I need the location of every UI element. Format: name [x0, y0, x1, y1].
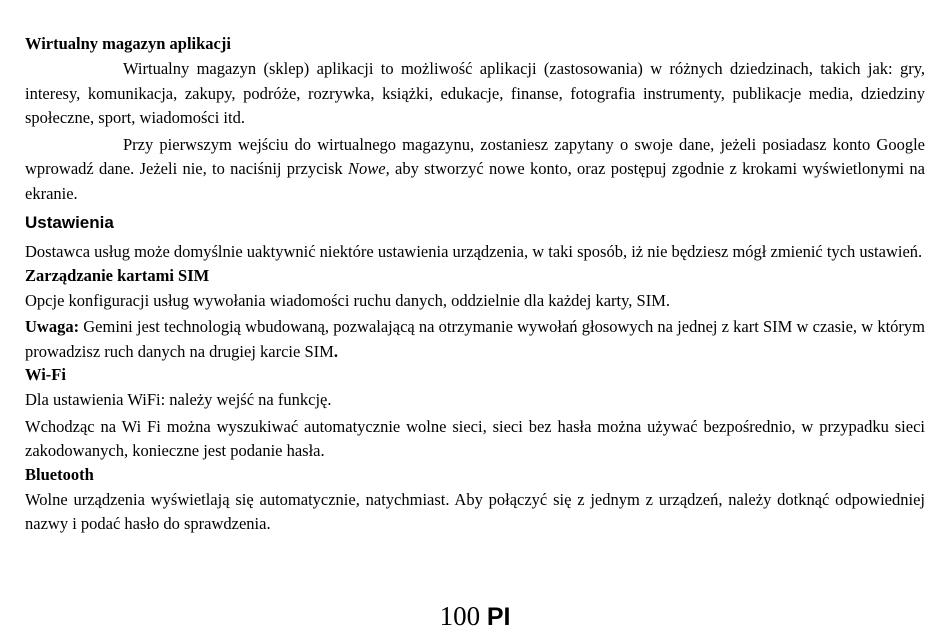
section-title-app-store: Wirtualny magazyn aplikacji	[25, 34, 231, 53]
app-store-p2-after: aby stworzyć nowe konto, oraz postępuj zgodnie z krokami wyświetlonymi na ekranie.	[25, 159, 925, 203]
page-footer	[0, 600, 950, 633]
page-content	[25, 33, 925, 537]
sim-note	[25, 315, 925, 364]
wifi-paragraph-2: Wchodząc na Wi Fi można wyszukiwać automatycznie wolne sieci, sieci bez hasła można używać bezpośrednio, w przypadku sieci zakodowanych, konieczne jest podanie hasła.	[25, 416, 925, 460]
note-label: Uwaga:	[25, 317, 80, 336]
app-store-paragraph-1: Wirtualny magazyn (sklep) aplikacji to możliwość aplikacji (zastosowania) w różnych dziedzinach, takich jak: gry, interesy, komunikacja, zakupy, podróże, rozrywka, książki, edukacje, finanse, fotografia instrumenty, publikacje media, dziedziny społeczne, sport, wiadomości itd.	[25, 59, 925, 127]
page-number: 100	[439, 601, 481, 631]
app-store-paragraph-2	[25, 133, 925, 207]
section-title-settings: Ustawienia	[25, 213, 114, 232]
language-code: PI	[486, 603, 511, 631]
bluetooth-paragraph: Wolne urządzenia wyświetlają się automatycznie, natychmiast. Aby połączyć się z jednym z urządzeń, należy dotknąć odpowiedniej nazwy i podać hasło do sprawdzenia.	[25, 489, 925, 533]
app-store-p2-before: Przy pierwszym wejściu do wirtualnego magazynu, zostaniesz zapytany o swoje dane, jeżeli posiadasz konto Google wprowadź dane. Jeżeli nie, to naciśnij przycisk	[25, 134, 925, 178]
section-title-wifi: Wi-Fi	[25, 365, 66, 384]
note-text: Gemini jest technologią wbudowaną, pozwalającą na otrzymanie wywołań głosowych na jednej z kart SIM w czasie, w którym prowadzisz ruch danych na drugiej karcie SIM	[25, 317, 925, 361]
sim-paragraph: Opcje konfiguracji usług wywołania wiadomości ruchu danych, oddzielnie dla każdej karty, SIM.	[25, 290, 670, 310]
wifi-paragraph-1: Dla ustawienia WiFi: należy wejść na funkcję.	[25, 390, 332, 409]
section-title-sim: Zarządzanie kartami SIM	[25, 265, 210, 285]
new-button-reference: Nowe,	[347, 159, 390, 178]
note-end: .	[333, 341, 338, 361]
section-title-bluetooth: Bluetooth	[25, 464, 94, 484]
settings-paragraph: Dostawca usług może domyślnie uaktywnić niektóre ustawienia urządzenia, w taki sposób, iż nie będziesz mógł zmienić tych ustawień.	[25, 242, 923, 261]
